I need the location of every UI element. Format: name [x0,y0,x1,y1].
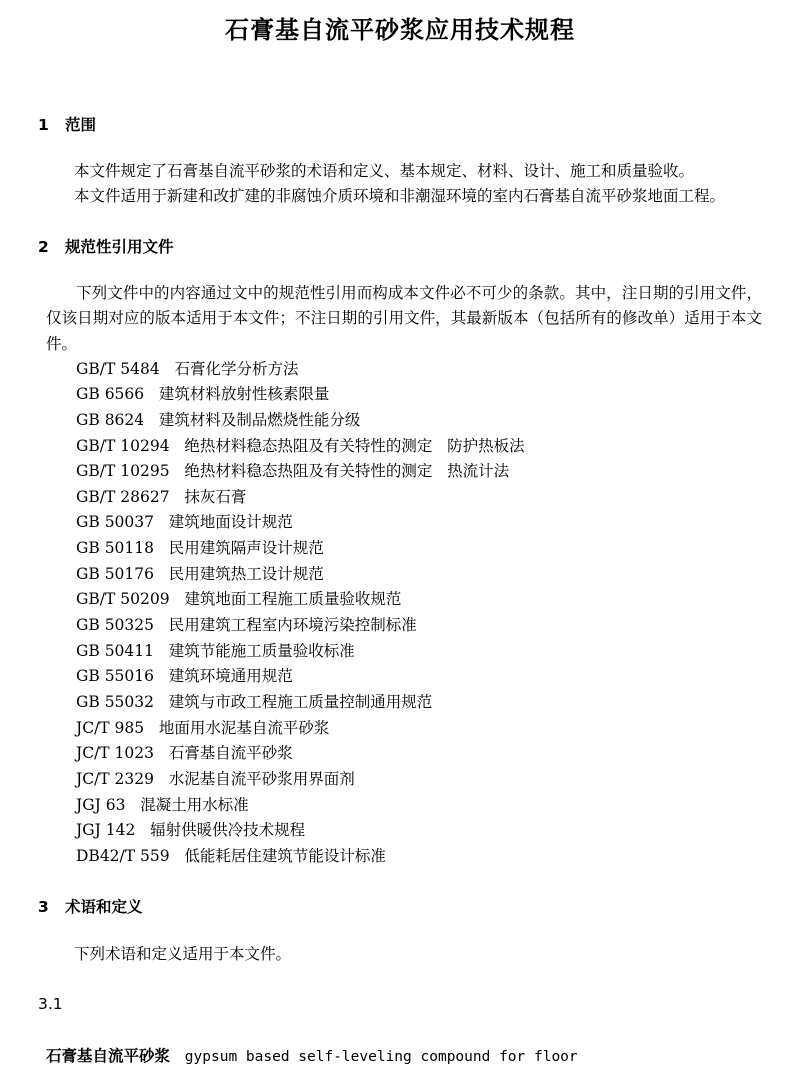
list-item: GB 50411 建筑节能施工质量验收标准 [76,641,355,660]
clause-number-3-1: 3.1 [38,994,63,1013]
normative-references-list [38,357,762,870]
document-page [0,14,800,1087]
normative-references-intro [38,281,762,356]
list-item: JC/T 985 地面用水泥基自流平砂浆 [76,718,330,737]
term-name-en: gypsum based self-leveling compound for floor [184,1049,578,1066]
term-name-cn: 石膏基自流平砂浆 [46,1047,171,1066]
list-item: GB/T 28627 抹灰石膏 [76,487,247,506]
list-item: GB 50176 民用建筑热工设计规范 [76,564,324,583]
list-item: JC/T 1023 石膏基自流平砂浆 [76,744,293,763]
scope-paragraph-1: 本文件规定了石膏基自流平砂浆的术语和定义、基本规定、材料、设计、施工和质量验收。 [74,161,695,180]
page-title: 石膏基自流平砂浆应用技术规程 [225,16,575,44]
section-heading-scope: 1 范围 [38,115,96,134]
term-entry-3-1 [38,1044,762,1069]
section-heading-terms-definitions: 3 术语和定义 [38,898,143,917]
list-item: GB 8624 建筑材料及制品燃烧性能分级 [76,410,361,429]
list-item: GB 55032 建筑与市政工程施工质量控制通用规范 [76,692,433,711]
list-item: GB/T 10295 绝热材料稳态热阻及有关特性的测定 热流计法 [76,462,510,481]
list-item: GB 50325 民用建筑工程室内环境污染控制标准 [76,616,417,635]
list-item: GB/T 10294 绝热材料稳态热阻及有关特性的测定 防护热板法 [76,436,525,455]
section-heading-normative-references: 2 规范性引用文件 [38,238,174,257]
list-item: JGJ 63 混凝土用水标准 [76,795,249,814]
list-item: GB/T 5484 石膏化学分析方法 [76,359,299,378]
list-item: GB 6566 建筑材料放射性核素限量 [76,385,330,404]
list-item: GB 55016 建筑环境通用规范 [76,667,293,686]
normative-references-intro-text: 下列文件中的内容通过文中的规范性引用而构成本文件必不可少的条款。其中，注日期的引用文件，仅该日期对应的版本适用于本文件；不注日期的引用文件，其最新版本（包括所有的修改单）适用于本文件。 [46,284,762,353]
list-item: JGJ 142 辐射供暖供冷技术规程 [76,821,306,840]
list-item: GB 50118 民用建筑隔声设计规范 [76,539,324,558]
list-item: DB42/T 559 低能耗居住建筑节能设计标准 [76,846,386,865]
terms-intro: 下列术语和定义适用于本文件。 [74,944,292,963]
list-item: GB/T 50209 建筑地面工程施工质量验收规范 [76,590,402,609]
list-item: GB 50037 建筑地面设计规范 [76,513,293,532]
list-item: JC/T 2329 水泥基自流平砂浆用界面剂 [76,769,355,788]
scope-paragraph-2: 本文件适用于新建和改扩建的非腐蚀介质环境和非潮湿环境的室内石膏基自流平砂浆地面工程。 [74,186,726,205]
